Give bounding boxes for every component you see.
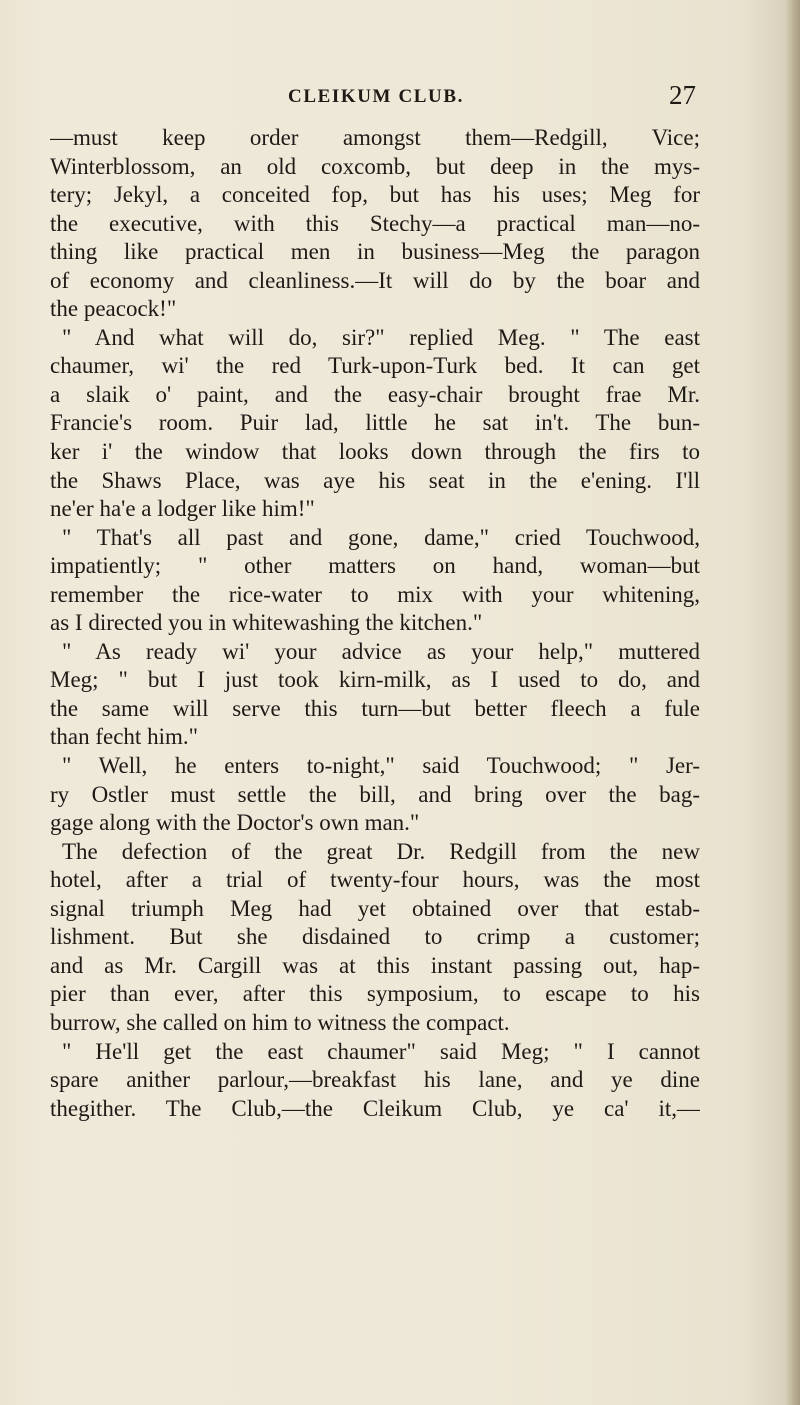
text-line: the Shaws Place, was aye his seat in the e'ening. I'll — [50, 467, 700, 493]
text-line: ker i' the window that looks down through the firs to — [50, 439, 700, 465]
text-line: burrow, she called on him to witness the compact. — [50, 1009, 510, 1035]
text-line: thegither. The Club,—the Cleikum Club, ye ca' it,— — [50, 1095, 700, 1121]
text-line: Winterblossom, an old coxcomb, but deep in the mys- — [50, 153, 700, 179]
text-line: gage along with the Doctor's own man." — [50, 810, 420, 836]
text-line: tery; Jekyl, a conceited fop, but has his uses; Meg for — [50, 182, 700, 208]
text-line: than fecht him." — [50, 724, 198, 750]
body-text — [50, 124, 700, 1123]
text-line: hotel, after a trial of twenty-four hours, was the most — [50, 867, 700, 893]
text-line: " And what will do, sir?" replied Meg. " The east — [62, 324, 700, 350]
text-line: signal triumph Meg had yet obtained over that estab- — [50, 895, 700, 921]
text-line: —must keep order amongst them—Redgill, Vice; — [50, 125, 700, 150]
text-line: and as Mr. Cargill was at this instant passing out, hap- — [50, 952, 700, 978]
text-line: " As ready wi' your advice as your help," muttered — [62, 638, 700, 664]
text-line: thing like practical men in business—Meg the paragon — [50, 239, 700, 265]
text-line: chaumer, wi' the red Turk-upon-Turk bed. It can get — [50, 353, 700, 379]
page-gutter — [786, 0, 800, 1405]
text-line: " He'll get the east chaumer" said Meg; " I cannot — [62, 1038, 700, 1064]
text-line: " Well, he enters to-night," said Touchwood; " Jer- — [62, 753, 700, 779]
text-line: of economy and cleanliness.—It will do by the boar and — [50, 267, 700, 293]
running-head: CLEIKUM CLUB. — [288, 86, 464, 107]
text-line: the same will serve this turn—but better fleech a fule — [50, 695, 700, 721]
text-line: the peacock!" — [50, 296, 177, 322]
text-line: a slaik o' paint, and the easy-chair brought frae Mr. — [50, 381, 700, 407]
text-line: ne'er ha'e a lodger like him!" — [50, 496, 315, 522]
text-line: ry Ostler must settle the bill, and bring over the bag- — [50, 781, 700, 807]
text-line: the executive, with this Stechy—a practical man—no- — [50, 210, 700, 236]
text-line: The defection of the great Dr. Redgill from the new — [62, 838, 700, 864]
text-line: lishment. But she disdained to crimp a customer; — [50, 924, 700, 950]
text-line: pier than ever, after this symposium, to escape to his — [50, 981, 700, 1007]
text-line: Francie's room. Puir lad, little he sat in't. The bun- — [50, 410, 700, 436]
page-header — [0, 80, 800, 116]
text-line: " That's all past and gone, dame," cried Touchwood, — [62, 524, 700, 550]
text-line: as I directed you in whitewashing the kitchen." — [50, 610, 483, 636]
text-line: remember the rice-water to mix with your whitening, — [50, 581, 700, 607]
text-line: impatiently; " other matters on hand, woman—but — [50, 553, 700, 579]
text-line: Meg; " but I just took kirn-milk, as I used to do, and — [50, 667, 700, 693]
text-line: spare anither parlour,—breakfast his lane, and ye dine — [50, 1067, 700, 1093]
page-number: 27 — [669, 80, 696, 110]
